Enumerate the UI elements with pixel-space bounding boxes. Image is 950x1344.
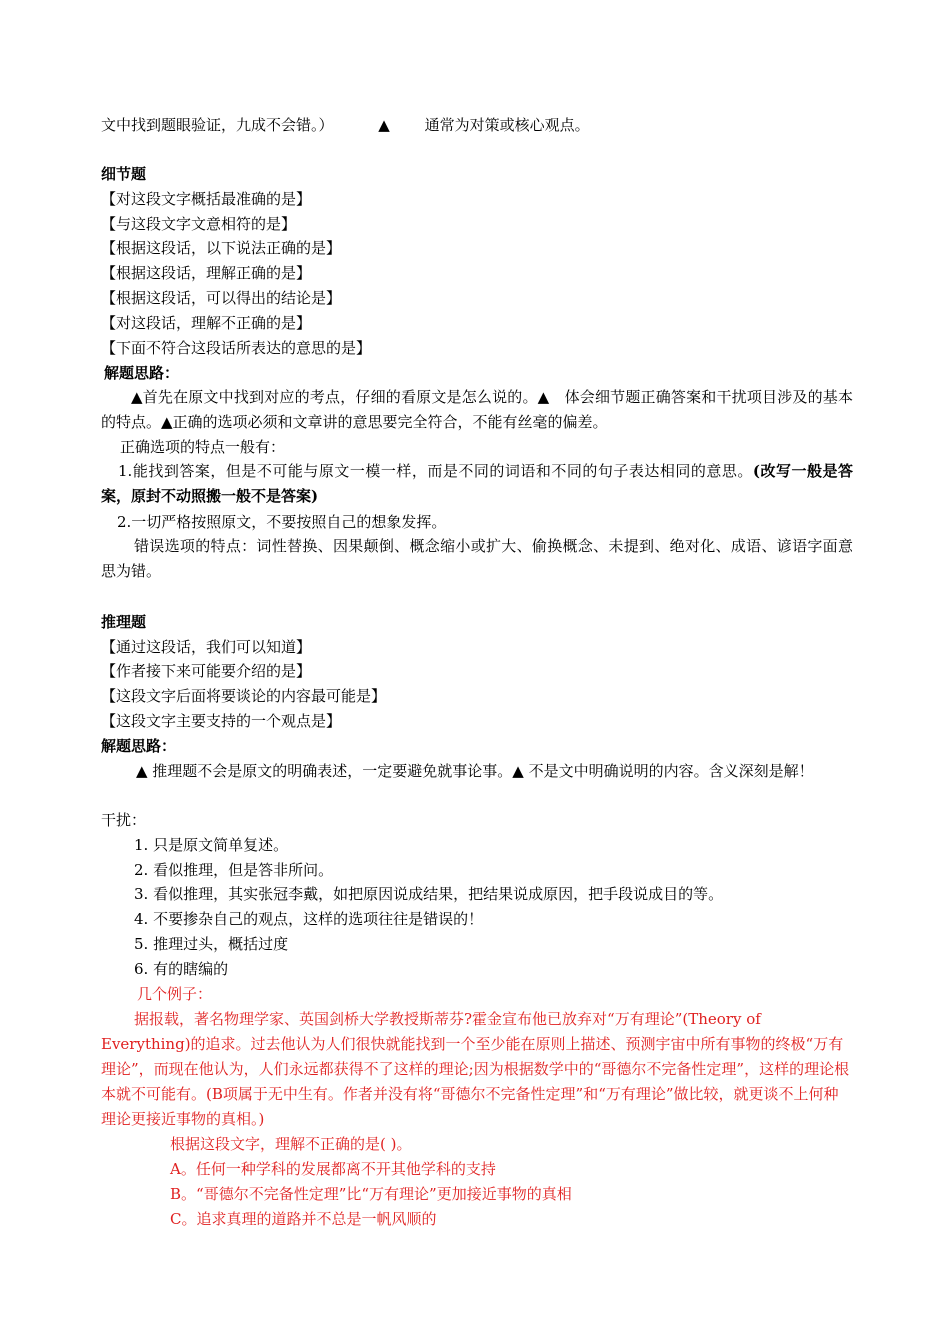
correct-point-1 xyxy=(101,459,853,509)
interfere-item: 1. 只是原文简单复述。 xyxy=(134,836,289,854)
detail-item: 【根据这段话，理解正确的是】 xyxy=(101,264,312,282)
infer-item: 【这段文字后面将要谈论的内容最可能是】 xyxy=(101,687,387,705)
correct-point-2: 2.一切严格按照原文，不要按照自己的想象发挥。 xyxy=(117,513,447,531)
example-question: 根据这段文字，理解不正确的是( )。 xyxy=(170,1135,412,1153)
correct-point-1-note: (改写一般是答案，原封不动照搬一般不是答案) xyxy=(101,462,853,505)
detail-approach-label: 解题思路： xyxy=(104,364,180,382)
infer-item: 【这段文字主要支持的一个观点是】 xyxy=(101,712,342,730)
interfere-item: 6. 有的瞎编的 xyxy=(134,960,229,978)
interfere-item: 4. 不要掺杂自己的观点，这样的选项往往是错误的！ xyxy=(134,910,484,928)
example-paragraph: 据报载，著名物理学家、英国剑桥大学教授斯蒂芬?霍金宣布他已放弃对“万有理论”(Theory of Everything)的追求。过去他认为人们很快就能找到一个至少能在原则上描述、预测宇宙中所有事物的终极“万有理论”，而现在他认为，人们永远都获得不了这样的理论;因为根据数学中的“哥德尔不完备性定理”，这样的理论根本就不可能有。(B项属于无中生有。作者并没有将“哥德尔不完备性定理”和“万有理论”做比较，就更谈不上何种理论更接近事物的真相。) xyxy=(101,1010,850,1128)
triangle-icon: ▲ xyxy=(378,116,390,134)
intro-tail: 通常为对策或核心观点。 xyxy=(424,116,590,134)
infer-heading: 推理题 xyxy=(101,613,147,631)
infer-item: 【作者接下来可能要介绍的是】 xyxy=(101,662,312,680)
detail-heading: 细节题 xyxy=(101,165,147,183)
detail-item: 【下面不符合这段话所表达的意思的是】 xyxy=(101,339,372,357)
example-option-b: B。“哥德尔不完备性定理”比“万有理论”更加接近事物的真相 xyxy=(170,1185,572,1203)
infer-approach-paragraph: ▲ 推理题不会是原文的明确表述，一定要避免就事论事。▲ 不是文中明确说明的内容。含义深刻是解！ xyxy=(136,762,814,780)
detail-item: 【对这段文字概括最准确的是】 xyxy=(101,190,312,208)
interfere-label: 干扰： xyxy=(101,811,147,829)
interfere-item: 2. 看似推理，但是答非所问。 xyxy=(134,861,334,879)
detail-item: 【对这段话，理解不正确的是】 xyxy=(101,314,312,332)
wrong-options-paragraph: 错误选项的特点：词性替换、因果颠倒、概念缩小或扩大、偷换概念、未提到、绝对化、成语、谚语字面意思为错。 xyxy=(101,537,853,580)
detail-item: 【与这段文字文意相符的是】 xyxy=(101,215,297,233)
detail-item: 【根据这段话，以下说法正确的是】 xyxy=(101,239,342,257)
intro-line xyxy=(101,115,590,135)
intro-text: 文中找到题眼验证，九成不会错。） xyxy=(101,116,334,134)
interfere-item: 3. 看似推理，其实张冠李戴，如把原因说成结果，把结果说成原因，把手段说成目的等。 xyxy=(134,885,724,903)
detail-item: 【根据这段话，可以得出的结论是】 xyxy=(101,289,342,307)
infer-approach-label: 解题思路： xyxy=(101,737,177,755)
example-option-c: C。追求真理的道路并不总是一帆风顺的 xyxy=(170,1210,437,1228)
infer-item: 【通过这段话，我们可以知道】 xyxy=(101,638,312,656)
interfere-item: 5. 推理过头，概括过度 xyxy=(134,935,289,953)
detail-approach-paragraph: ▲首先在原文中找到对应的考点，仔细的看原文是怎么说的。▲ 体会细节题正确答案和干扰项目涉及的基本的特点。▲正确的选项必须和文章讲的意思要完全符合，不能有丝毫的偏差。 xyxy=(101,388,853,431)
example-label: 几个例子： xyxy=(137,985,213,1003)
correct-label: 正确选项的特点一般有： xyxy=(120,438,286,456)
correct-point-1-text: 1.能找到答案，但是不可能与原文一模一样，而是不同的词语和不同的句子表达相同的意思。 xyxy=(118,462,753,480)
example-option-a: A。任何一种学科的发展都离不开其他学科的支持 xyxy=(170,1160,496,1178)
